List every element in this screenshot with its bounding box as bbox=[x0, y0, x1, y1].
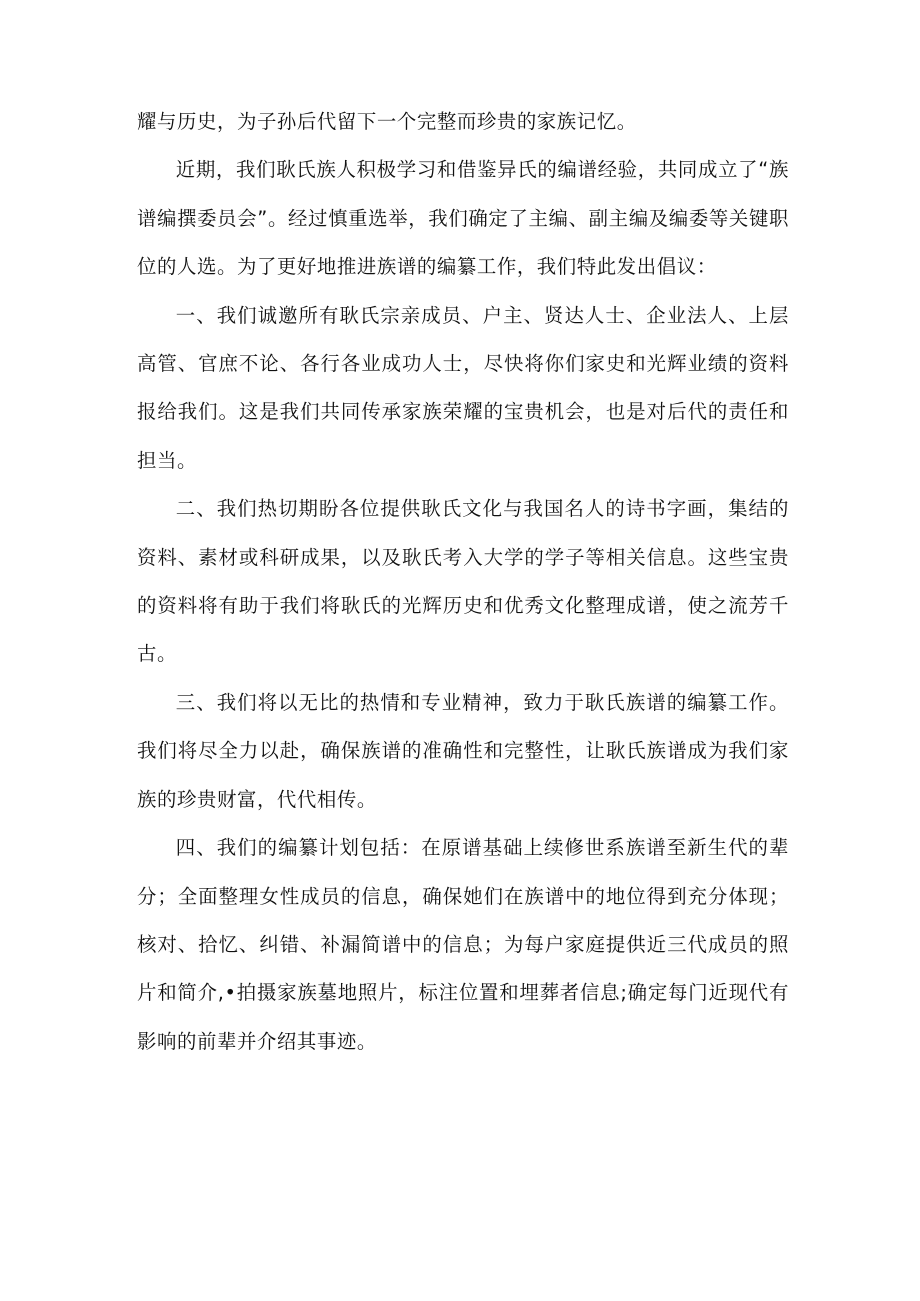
paragraph-item-two: 二、我们热切期盼各位提供耿氏文化与我国名人的诗书字画，集结的资料、素材或科研成果，以及耿氏考入大学的学子等相关信息。这些宝贵的资料将有助于我们将耿氏的光辉历史和优秀文化整理成谱，使之流芳千古。 bbox=[137, 497, 789, 666]
paragraph-item-one: 一、我们诚邀所有耿氏宗亲成员、户主、贤达人士、企业法人、上层高管、官庶不论、各行各业成功人士，尽快将你们家史和光辉业绩的资料报给我们。这是我们共同传承家族荣耀的宝贵机会，也是对后代的责任和担当。 bbox=[137, 303, 789, 472]
paragraph-continuation: 耀与历史，为子孙后代留下一个完整而珍贵的家族记忆。 bbox=[137, 110, 637, 133]
document-body bbox=[137, 98, 789, 1066]
paragraph-intro: 近期，我们耿氏族人积极学习和借鉴异氏的编谱经验，共同成立了“族谱编撰委员会”。经过慎重选举，我们确定了主编、副主编及编委等关键职位的人选。为了更好地推进族谱的编纂工作，我们特此发出倡议： bbox=[137, 158, 789, 279]
paragraph-item-three: 三、我们将以无比的热情和专业精神，致力于耿氏族谱的编纂工作。我们将尽全力以赴，确保族谱的准确性和完整性，让耿氏族谱成为我们家族的珍贵财富，代代相传。 bbox=[137, 690, 789, 811]
paragraph-item-four: 四、我们的编纂计划包括：在原谱基础上续修世系族谱至新生代的辈分；全面整理女性成员的信息，确保她们在族谱中的地位得到充分体现；核对、拾忆、纠错、补漏简谱中的信息；为每户家庭提供近三代成员的照片和简介,•拍摄家族墓地照片，标注位置和埋葬者信息;确定每门近现代有影响的前辈并介绍其事迹。 bbox=[137, 836, 789, 1053]
